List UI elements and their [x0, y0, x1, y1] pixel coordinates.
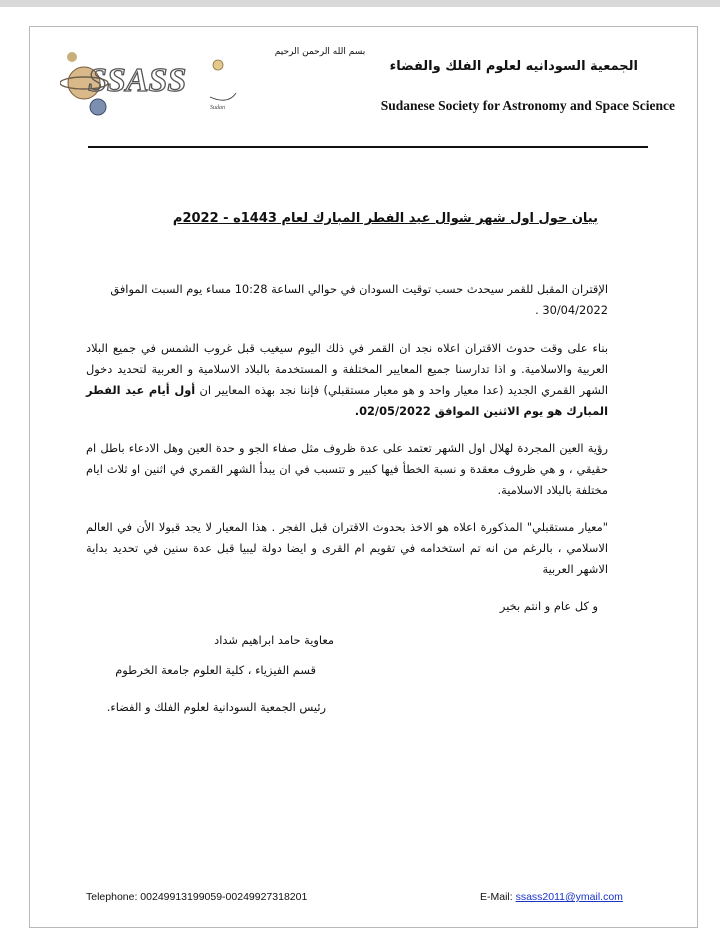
header-divider: [88, 146, 648, 148]
closing-greeting: و كل عام و انتم بخير: [499, 599, 598, 613]
logo-subtext: Sudan: [210, 105, 225, 111]
society-name-english: Sudanese Society for Astronomy and Space Science: [380, 98, 675, 113]
logo-text: SSASS: [88, 62, 187, 99]
paragraph-conjunction: [86, 279, 608, 321]
paragraph-naked-eye: رؤية العين المجردة لهلال اول الشهر تعتمد على عدة ظروف مثل صفاء الجو و حدة العين وهل الادعاء باطل ام حقيقي ، و هي ظروف معقدة و نسبة الخطأ فيها كبير و تتسبب في ان يبدأ الشهر القمري في اثنين او ثلاث ايام مختلفة بالبلاد الاسلامية.: [86, 441, 608, 497]
email-link[interactable]: ssass2011@ymail.com: [515, 891, 623, 903]
society-name-arabic: الجمعية السودانيه لعلوم الفلك والفضاء: [389, 59, 638, 74]
signature-role: رئيس الجمعية السودانية لعلوم الفلك و الفضاء.: [106, 700, 326, 714]
paragraph-criteria: [86, 338, 608, 422]
eid-date-statement: أول أيام عيد الفطر المبارك هو يوم الاثنين الموافق 02/05/2022.: [86, 383, 608, 418]
paragraph-text: بناء على وقت حدوث الاقتران اعلاه نجد ان القمر في ذلك اليوم سيغيب قبل غروب الشمس في جميع البلاد العربية والاسلامية. و اذا تدارسنا جميع المعايير المختلفة و المستخدمة بالبلاد الاسلامية و العربية لتحديد دخول الشهر القمري الجديد (عدا معيار واحد و هو معيار مستقبلي) فإننا نجد بهذه المعايير ان: [86, 341, 608, 397]
signature-department: قسم الفيزياء ، كلية العلوم جامعة الخرطوم: [115, 663, 316, 677]
paragraph-line: الإقتران المقبل للقمر سيحدث حسب توقيت السودان في حوالي الساعة 10:28 مساء يوم السبت الموافق: [110, 282, 608, 296]
statement-title: بيان حول اول شهر شوال عيد الفطر المبارك لعام 1443ه - 2022م: [172, 211, 598, 226]
paragraph-line: 30/04/2022 .: [535, 303, 608, 317]
email-label: E-Mail:: [480, 891, 516, 903]
footer-telephone: Telephone: 00249913199059-00249927318201: [86, 891, 308, 903]
basmala: بسم الله الرحمن الرحيم: [274, 47, 366, 57]
society-logo: [60, 37, 240, 117]
signature-name: معاوية حامد ابراهيم شداد: [214, 633, 334, 647]
document-page: [0, 7, 720, 944]
footer-email: [480, 891, 623, 903]
paragraph-future-criterion: "معيار مستقبلي" المذكورة اعلاه هو الاخذ بحدوث الاقتران قبل الفجر . هذا المعيار لا يجد قبولا الأن في العالم الاسلامي ، بالرغم من انه تم استخدامه في تقويم ام القرى و ايضا دولة ليبيا قبل عدة سنين في تحديد بداية الاشهر العربية: [86, 520, 608, 576]
